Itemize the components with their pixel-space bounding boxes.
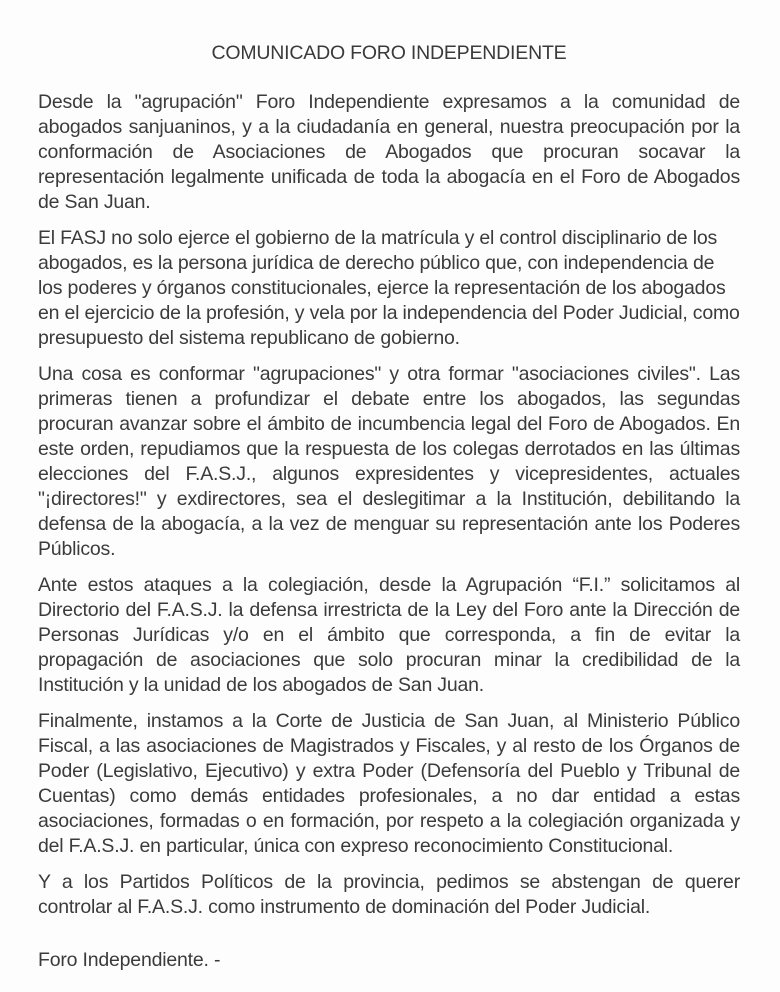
paragraph-intro: Desde la "agrupación" Foro Independiente expresamos a la comunidad de abogados sanjuaninos, y a la ciudadanía en general, nuestra preocupación por la conformación de Asociaciones de Abogados que procuran socavar la representación legalmente unificada de toda la abogacía en el Foro de Abogados de San Juan. (38, 91, 740, 213)
signature-line: Foro Independiente. - (38, 949, 221, 971)
paragraph-fasj-role: El FASJ no solo ejerce el gobierno de la matrícula y el control disciplinario de los abogados, es la persona jurídica de derecho público que, con independencia de los poderes y órganos constitucionales, ejerce la representación de los abogados en el ejercicio de la profesión, y vela por la independencia del Poder Judicial, como presupuesto del sistema republicano de gobierno. (38, 227, 740, 349)
paragraph-instancia-corte: Finalmente, instamos a la Corte de Justicia de San Juan, al Ministerio Público Fiscal, a las asociaciones de Magistrados y Fiscales, y al resto de los Órganos de Poder (Legislativo, Ejecutivo) y extra Poder (Defensoría del Pueblo y Tribunal de Cuentas) como demás entidades profesionales, a no dar entidad a estas asociaciones, formadas o en formación, por respeto a la colegiación organizada y del F.A.S.J. en particular, única con expreso reconocimiento Constitucional. (38, 710, 740, 857)
paragraph-solicitud-directorio: Ante estos ataques a la colegiación, desde la Agrupación “F.I.” solicitamos al Directorio del F.A.S.J. la defensa irrestricta de la Ley del Foro ante la Dirección de Personas Jurídicas y/o en el ámbito que corresponda, a fin de evitar la propagación de asociaciones que solo procuran minar la credibilidad de la Institución y la unidad de los abogados de San Juan. (38, 574, 740, 696)
paragraph-partidos-politicos: Y a los Partidos Políticos de la provincia, pedimos se abstengan de querer controlar al F.A.S.J. como instrumento de dominación del Poder Judicial. (38, 871, 740, 918)
document-title: COMUNICADO FORO INDEPENDIENTE (211, 42, 567, 64)
paragraph-agrupaciones-vs-asociaciones: Una cosa es conformar "agrupaciones" y otra formar "asociaciones civiles". Las primeras tienen a profundizar el debate entre los abogados, las segundas procuran avanzar sobre el ámbito de incumbencia legal del Foro de Abogados. En este orden, repudiamos que la respuesta de los colegas derrotados en las últimas elecciones del F.A.S.J., algunos expresidentes y vicepresidentes, actuales "¡directores!" y exdirectores, sea el deslegitimar a la Institución, debilitando la defensa de la abogacía, a la vez de menguar su representación ante los Poderes Públicos. (38, 363, 740, 560)
